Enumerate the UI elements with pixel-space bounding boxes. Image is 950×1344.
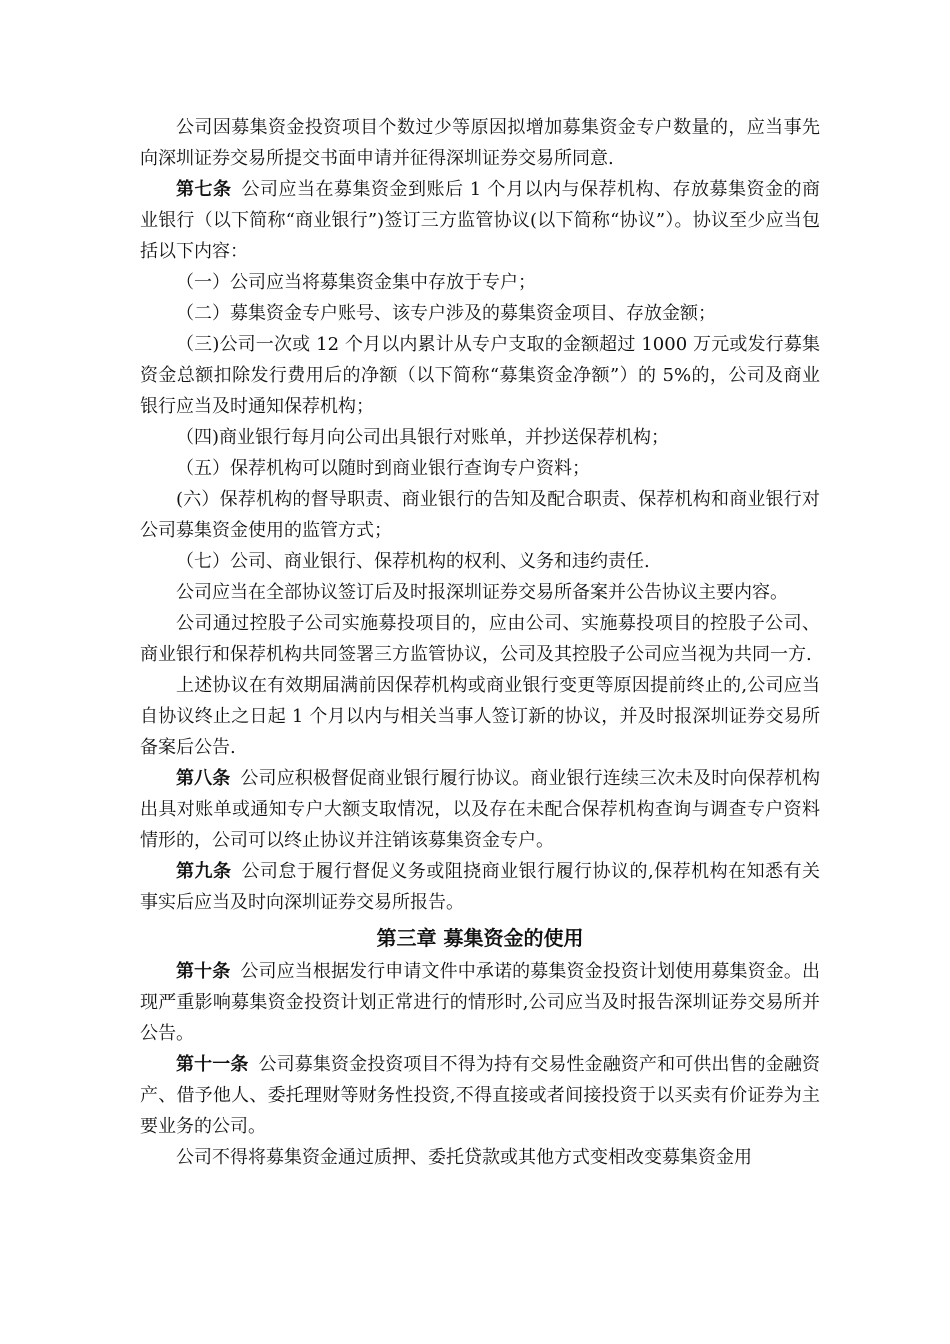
article-11-paragraph: [140, 1049, 820, 1142]
article-8-paragraph: [140, 763, 820, 856]
document-page: [140, 112, 820, 1173]
article-7-paragraph: [140, 174, 820, 267]
article-number: 第十一条: [176, 1054, 249, 1075]
paragraph: 公司不得将募集资金通过质押、委托贷款或其他方式变相改变募集资金用: [176, 1147, 752, 1168]
article-number: 第十条: [176, 961, 231, 982]
article-text: 公司应当在募集资金到账后 1 个月以内与保荐机构、存放募集资金的商业银行（以下简称“商业银行”)签订三方监管协议(以下简称“协议”）。协议至少应当包括以下内容：: [140, 179, 820, 262]
list-item: （四)商业银行每月向公司出具银行对账单，并抄送保荐机构；: [176, 427, 670, 448]
paragraph: 公司应当在全部协议签订后及时报深圳证券交易所备案并公告协议主要内容。: [176, 582, 788, 603]
list-item: （七）公司、商业银行、保荐机构的权利、义务和违约责任.: [176, 551, 650, 572]
paragraph: 上述协议在有效期届满前因保荐机构或商业银行变更等原因提前终止的,公司应当自协议终止之日起 1 个月以内与相关当事人签订新的协议，并及时报深圳证券交易所备案后公告.: [140, 675, 820, 758]
list-item: （三)公司一次或 12 个月以内累计从专户支取的金额超过 1000 万元或发行募集资金总额扣除发行费用后的净额（以下简称“募集资金净额”）的 5%的，公司及商业银行应当及时通知保荐机构；: [140, 334, 820, 417]
paragraph: 公司通过控股子公司实施募投项目的，应由公司、实施募投项目的控股子公司、商业银行和保荐机构共同签署三方监管协议，公司及其控股子公司应当视为共同一方.: [140, 613, 820, 665]
article-text: 公司应积极督促商业银行履行协议。商业银行连续三次未及时向保荐机构出具对账单或通知专户大额支取情况，以及存在未配合保荐机构查询与调查专户资料情形的，公司可以终止协议并注销该募集资金专户。: [140, 768, 821, 851]
article-text: 公司募集资金投资项目不得为持有交易性金融资产和可供出售的金融资产、借予他人、委托理财等财务性投资,不得直接或者间接投资于以买卖有价证券为主要业务的公司。: [140, 1054, 821, 1137]
article-9-paragraph: [140, 856, 820, 918]
article-number: 第八条: [176, 768, 231, 789]
chapter-heading: 第三章 募集资金的使用: [376, 926, 584, 950]
list-item: （五）保荐机构可以随时到商业银行查询专户资料；: [176, 458, 590, 479]
article-number: 第九条: [176, 861, 232, 882]
paragraph: 公司因募集资金投资项目个数过少等原因拟增加募集资金专户数量的，应当事先向深圳证券交易所提交书面申请并征得深圳证券交易所同意.: [140, 117, 820, 169]
article-number: 第七条: [176, 179, 232, 200]
article-text: 公司应当根据发行申请文件中承诺的募集资金投资计划使用募集资金。出现严重影响募集资金投资计划正常进行的情形时,公司应当及时报告深圳证券交易所并公告。: [140, 961, 821, 1044]
list-item: （二）募集资金专户账号、该专户涉及的募集资金项目、存放金额；: [176, 303, 716, 324]
article-10-paragraph: [140, 956, 820, 1049]
list-item: （一）公司应当将募集资金集中存放于专户；: [176, 272, 536, 293]
article-text: 公司怠于履行督促义务或阻挠商业银行履行协议的,保荐机构在知悉有关事实后应当及时向深圳证券交易所报告。: [140, 861, 821, 913]
list-item: (六）保荐机构的督导职责、商业银行的告知及配合职责、保荐机构和商业银行对公司募集资金使用的监管方式；: [140, 489, 820, 541]
